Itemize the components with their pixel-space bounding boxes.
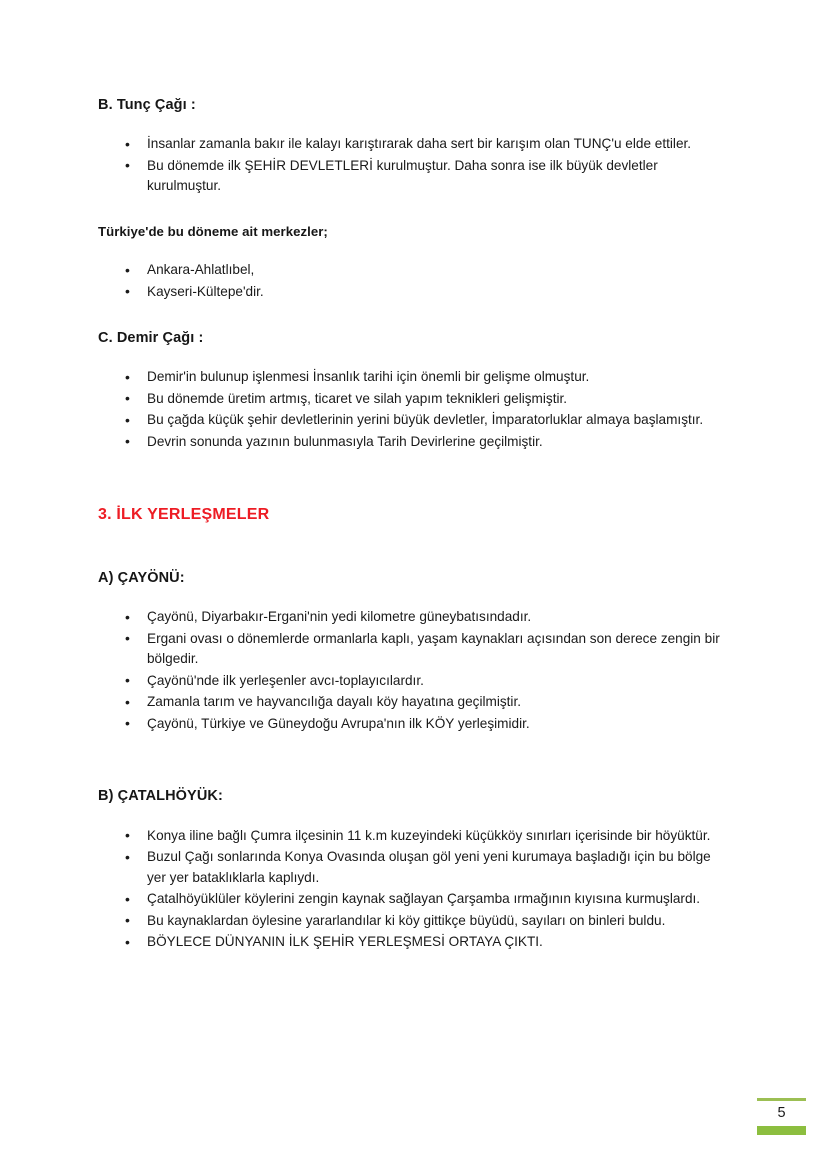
list-item: • Çayönü'nde ilk yerleşenler avcı-toplayıcılardır. (98, 671, 730, 692)
list-item: • Buzul Çağı sonlarında Konya Ovasında oluşan göl yeni yeni kurumaya başladığı için bu bölge yer yer bataklıklarla kaplıydı. (98, 847, 730, 888)
spacer (98, 347, 730, 367)
spacer (98, 453, 730, 505)
footer-rule-bottom (757, 1126, 806, 1135)
page-number: 5 (777, 1105, 786, 1121)
page-content (98, 96, 730, 954)
list-item: • Bu çağda küçük şehir devletlerinin yerini büyük devletler, İmparatorluklar almaya başlamıştır. (98, 410, 730, 431)
list-item: • Kayseri-Kültepe'dir. (98, 282, 730, 303)
list-cayonu (98, 607, 730, 734)
list-item: • Zamanla tarım ve hayvancılığa dayalı köy hayatına geçilmiştir. (98, 692, 730, 713)
list-item: • BÖYLECE DÜNYANIN İLK ŞEHİR YERLEŞMESİ ORTAYA ÇIKTI. (98, 932, 730, 953)
heading-cayonu: A) ÇAYÖNÜ: (98, 570, 185, 587)
spacer (98, 525, 730, 569)
spacer (98, 114, 730, 134)
list-item: • Konya iline bağlı Çumra ilçesinin 11 k.m kuzeyindeki küçükköy sınırları içerisinde bir höyüktür. (98, 826, 730, 847)
spacer (98, 198, 730, 224)
list-catalhoyuk (98, 826, 730, 953)
page-number-footer (757, 1098, 806, 1135)
list-bronze-age (98, 134, 730, 197)
list-item: • Çayönü, Diyarbakır-Ergani'nin yedi kilometre güneybatısındadır. (98, 607, 730, 628)
list-item: • Bu dönemde ilk ŞEHİR DEVLETLERİ kurulmuştur. Daha sonra ise ilk büyük devletler kurulmuştur. (98, 156, 730, 197)
heading-catalhoyuk: B) ÇATALHÖYÜK: (98, 788, 223, 805)
list-item: • Çayönü, Türkiye ve Güneydoğu Avrupa'nın ilk KÖY yerleşimidir. (98, 714, 730, 735)
list-item: • Ankara-Ahlatlıbel, (98, 260, 730, 281)
heading-settlements: 3. İLK YERLEŞMELER (98, 506, 270, 524)
list-item: • Bu dönemde üretim artmış, ticaret ve silah yapım teknikleri gelişmiştir. (98, 389, 730, 410)
heading-iron-age: C. Demir Çağı : (98, 330, 204, 347)
spacer (98, 735, 730, 787)
spacer (98, 240, 730, 260)
list-item: • Ergani ovası o dönemlerde ormanlarla kaplı, yaşam kaynakları açısından son derece zengin bir bölgedir. (98, 629, 730, 670)
list-item: • Devrin sonunda yazının bulunmasıyla Tarih Devirlerine geçilmiştir. (98, 432, 730, 453)
list-item: • Çatalhöyüklüler köylerini zengin kaynak sağlayan Çarşamba ırmağının kıyısına kurmuşlardı. (98, 889, 730, 910)
list-bronze-age-centers (98, 260, 730, 302)
list-item: • Demir'in bulunup işlenmesi İnsanlık tarihi için önemli bir gelişme olmuştur. (98, 367, 730, 388)
spacer (98, 806, 730, 826)
spacer (98, 587, 730, 607)
subheading-bronze-age-centers: Türkiye'de bu döneme ait merkezler; (98, 223, 328, 239)
spacer (98, 303, 730, 329)
list-item: • Bu kaynaklardan öylesine yararlandılar ki köy gittikçe büyüdü, sayıları on binleri buldu. (98, 911, 730, 932)
list-item: • İnsanlar zamanla bakır ile kalayı karıştırarak daha sert bir karışım olan TUNÇ'u elde ettiler. (98, 134, 730, 155)
heading-bronze-age: B. Tunç Çağı : (98, 97, 196, 113)
list-iron-age (98, 367, 730, 452)
